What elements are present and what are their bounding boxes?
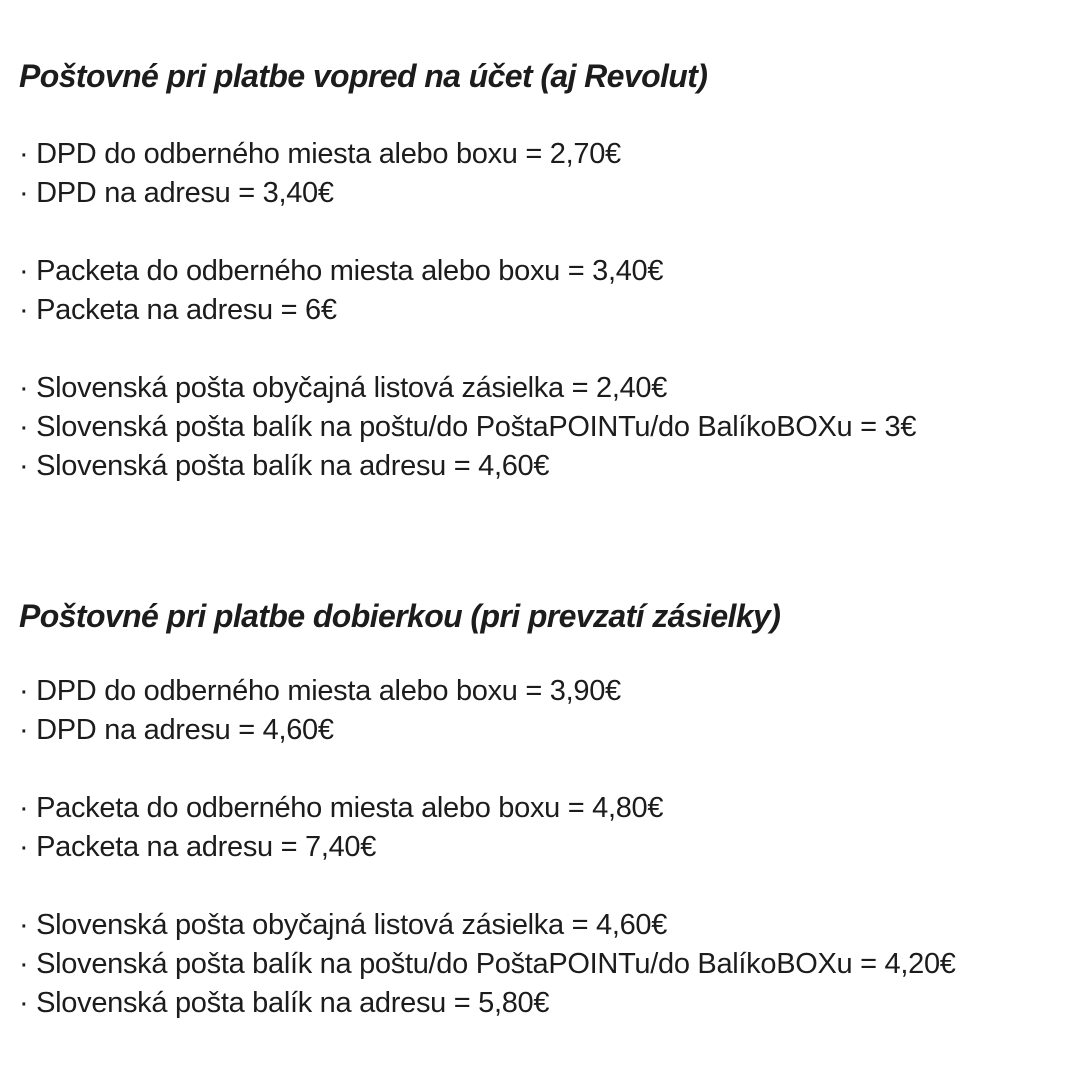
price-group-slovenska-posta — [19, 369, 1061, 486]
price-group-dpd — [19, 135, 1061, 213]
price-group-dpd — [19, 672, 1061, 750]
gap — [19, 750, 1061, 789]
gap — [19, 867, 1061, 906]
price-line: · Slovenská pošta obyčajná listová zásielka = 4,60€ — [19, 909, 668, 941]
price-line: · Packeta na adresu = 7,40€ — [19, 831, 377, 863]
price-line: · Slovenská pošta balík na poštu/do PoštaPOINTu/do BalíkoBOXu = 3€ — [19, 411, 917, 443]
price-line: · DPD do odberného miesta alebo boxu = 2,70€ — [19, 138, 621, 170]
price-line: · Slovenská pošta balík na adresu = 5,80€ — [19, 987, 550, 1019]
gap — [19, 96, 1061, 135]
gap — [19, 330, 1061, 369]
price-line: · DPD na adresu = 3,40€ — [19, 177, 334, 209]
price-group-slovenska-posta — [19, 906, 1061, 1023]
price-line: · Slovenská pošta obyčajná listová zásielka = 2,40€ — [19, 372, 668, 404]
price-group-packeta — [19, 789, 1061, 867]
price-line: · Packeta do odberného miesta alebo boxu = 3,40€ — [19, 255, 664, 287]
section-gap — [19, 486, 1061, 596]
price-line: · DPD do odberného miesta alebo boxu = 3,90€ — [19, 675, 621, 707]
price-line: · Packeta na adresu = 6€ — [19, 294, 337, 326]
price-line: · DPD na adresu = 4,60€ — [19, 714, 334, 746]
price-line: · Slovenská pošta balík na adresu = 4,60€ — [19, 450, 550, 482]
section-cod — [19, 596, 1061, 1023]
price-group-packeta — [19, 252, 1061, 330]
top-spacer — [19, 0, 1061, 56]
section-prepaid-heading: Poštovné pri platbe vopred na účet (aj Revolut) — [19, 58, 708, 94]
section-prepaid — [19, 56, 1061, 486]
gap — [19, 213, 1061, 252]
section-cod-heading: Poštovné pri platbe dobierkou (pri prevzatí zásielky) — [19, 598, 781, 634]
price-line: · Slovenská pošta balík na poštu/do PoštaPOINTu/do BalíkoBOXu = 4,20€ — [19, 948, 956, 980]
gap — [19, 636, 1061, 672]
price-line: · Packeta do odberného miesta alebo boxu = 4,80€ — [19, 792, 664, 824]
